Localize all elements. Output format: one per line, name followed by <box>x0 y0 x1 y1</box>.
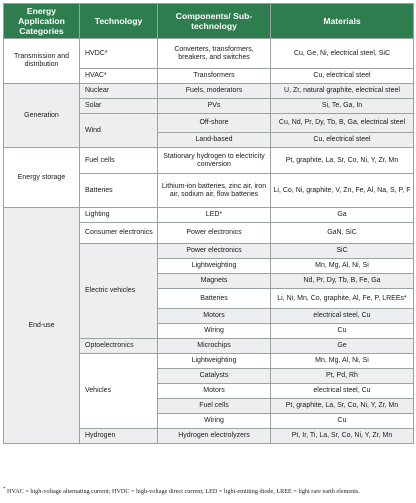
materials-cell: Cu, Ge, Ni, electrical steel, SiC <box>271 39 414 69</box>
component-cell: Batteries <box>158 289 271 309</box>
materials-cell: Cu <box>271 324 414 339</box>
component-cell: Catalysts <box>158 369 271 384</box>
header-categories: Energy Application Categories <box>4 4 80 39</box>
component-cell: Transformers <box>158 69 271 84</box>
component-cell: Fuels, moderators <box>158 84 271 99</box>
footnote-marker: * <box>3 487 6 492</box>
component-cell: LED* <box>158 208 271 223</box>
materials-cell: Ga <box>271 208 414 223</box>
materials-cell: Ge <box>271 339 414 354</box>
technology-cell: Nuclear <box>80 84 158 99</box>
header-technology: Technology <box>80 4 158 39</box>
component-cell: Magnets <box>158 274 271 289</box>
materials-cell: electrical steel, Cu <box>271 309 414 324</box>
component-cell: Land-based <box>158 133 271 148</box>
header-materials: Materials <box>271 4 414 39</box>
component-cell: Converters, transformers, breakers, and switches <box>158 39 271 69</box>
component-cell: Wiring <box>158 324 271 339</box>
materials-cell: U, Zr, natural graphite, electrical steel <box>271 84 414 99</box>
table-row <box>4 148 414 174</box>
table-header-row <box>4 4 414 39</box>
component-cell: Lithium-ion batteries, zinc air, iron air, sodium air, flow batteries <box>158 174 271 208</box>
table-row <box>4 39 414 69</box>
component-cell: Motors <box>158 384 271 399</box>
materials-table-container <box>3 3 413 444</box>
materials-cell: electrical steel, Cu <box>271 384 414 399</box>
table-row <box>4 84 414 99</box>
component-cell: Hydrogen electrolyzers <box>158 429 271 444</box>
table-row <box>4 208 414 223</box>
technology-cell: Vehicles <box>80 354 158 429</box>
component-cell: Off-shore <box>158 114 271 133</box>
materials-cell: Cu, electrical steel <box>271 69 414 84</box>
materials-cell: Cu, Nd, Pr, Dy, Tb, B, Ga, electrical steel <box>271 114 414 133</box>
technology-cell: HVAC* <box>80 69 158 84</box>
component-cell: Lightweighting <box>158 354 271 369</box>
technology-cell: Wind <box>80 114 158 148</box>
materials-table <box>3 3 414 444</box>
materials-cell: Si, Te, Ga, In <box>271 99 414 114</box>
category-cell: Transmission and distribution <box>4 39 80 84</box>
header-components: Components/ Sub-technology <box>158 4 271 39</box>
component-cell: PVs <box>158 99 271 114</box>
materials-cell: Cu <box>271 414 414 429</box>
materials-cell: SiC <box>271 244 414 259</box>
component-cell: Motors <box>158 309 271 324</box>
technology-cell: Fuel cells <box>80 148 158 174</box>
materials-cell: Mn, Mg, Al, Ni, Si <box>271 259 414 274</box>
technology-cell: Solar <box>80 99 158 114</box>
footnote-text: HVAC = high-voltage alternating current; HVDC = high-voltage direct current; LED = light-emitting diode, LREE = light rare earth elements. <box>7 488 360 496</box>
category-cell: Energy storage <box>4 148 80 208</box>
technology-cell: Lighting <box>80 208 158 223</box>
category-cell: End-use <box>4 208 80 444</box>
component-cell: Stationary hydrogen to electricity conversion <box>158 148 271 174</box>
technology-cell: Batteries <box>80 174 158 208</box>
component-cell: Microchips <box>158 339 271 354</box>
technology-cell: Consumer electronics <box>80 223 158 244</box>
materials-cell: Cu, electrical steel <box>271 133 414 148</box>
materials-cell: Pt, graphite, La, Sr, Co, Ni, Y, Zr, Mn <box>271 148 414 174</box>
component-cell: Fuel cells <box>158 399 271 414</box>
footnote <box>3 486 413 495</box>
materials-cell: GaN, SiC <box>271 223 414 244</box>
component-cell: Wiring <box>158 414 271 429</box>
materials-cell: Li, Ni, Mn, Co, graphite, Al, Fe, P, LREEs* <box>271 289 414 309</box>
technology-cell: Hydrogen <box>80 429 158 444</box>
component-cell: Lightweighting <box>158 259 271 274</box>
materials-cell: Pt, graphite, La, Sr, Co, Ni, Y, Zr, Mn <box>271 399 414 414</box>
component-cell: Power electronics <box>158 244 271 259</box>
materials-cell: Li, Co, Ni, graphite, V, Zn, Fe, Al, Na, S, P, F <box>271 174 414 208</box>
materials-cell: Pt, Ir, Ti, La, Sr, Co, Ni, Y, Zr, Mn <box>271 429 414 444</box>
category-cell: Generation <box>4 84 80 148</box>
materials-cell: Nd, Pr, Dy, Tb, B, Fe, Ga <box>271 274 414 289</box>
technology-cell: Optoelectronics <box>80 339 158 354</box>
materials-cell: Mn, Mg, Al, Ni, Si <box>271 354 414 369</box>
materials-cell: Pt, Pd, Rh <box>271 369 414 384</box>
technology-cell: HVDC* <box>80 39 158 69</box>
component-cell: Power electronics <box>158 223 271 244</box>
technology-cell: Electric vehicles <box>80 244 158 339</box>
